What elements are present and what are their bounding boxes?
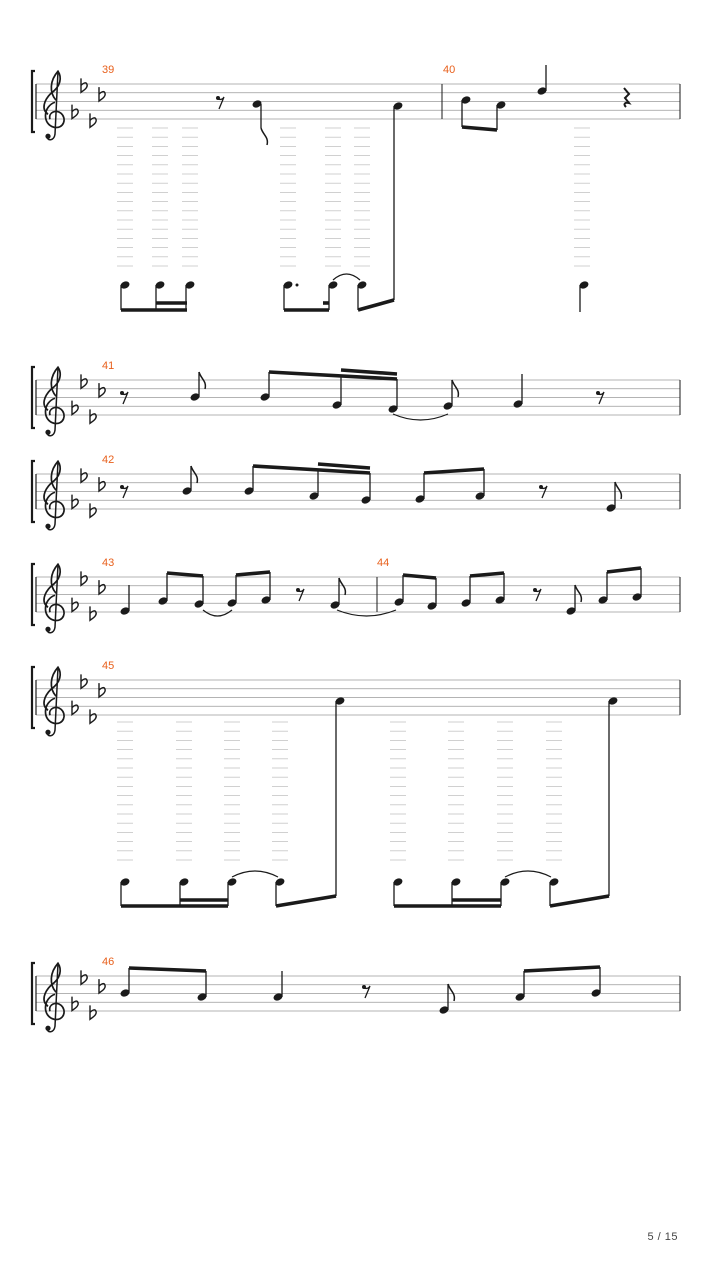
- flat-icon: [99, 383, 105, 397]
- flat-icon: [72, 701, 78, 715]
- beam: [424, 469, 484, 473]
- beam: [236, 572, 270, 575]
- flag: [191, 466, 197, 483]
- tie: [333, 274, 360, 280]
- measure-number: 45: [102, 660, 115, 672]
- eighth-rest-icon: [362, 985, 370, 998]
- flag: [615, 482, 621, 499]
- measure-number: 42: [102, 454, 115, 466]
- flat-icon: [72, 997, 78, 1011]
- flat-icon: [72, 105, 78, 119]
- flat-icon: [99, 87, 105, 101]
- measure-number: 39: [102, 64, 115, 76]
- music-notes: [119, 568, 642, 616]
- flat-icon: [99, 683, 105, 697]
- beam: [276, 896, 336, 906]
- measure-number: 43: [102, 557, 115, 569]
- system-bracket: [32, 71, 35, 132]
- flat-icon: [90, 1005, 96, 1019]
- page-indicator: 5 / 15: [647, 1231, 678, 1243]
- treble-clef-icon: [44, 367, 64, 436]
- flat-icon: [81, 571, 87, 585]
- tie: [232, 871, 278, 877]
- treble-clef-icon: [44, 564, 64, 633]
- measure-number: 40: [443, 64, 456, 76]
- measure-number: 44: [377, 557, 390, 569]
- tie: [203, 610, 232, 616]
- flat-icon: [90, 113, 96, 127]
- beam: [607, 568, 641, 572]
- music-notes: [119, 967, 601, 1015]
- system-bracket: [32, 461, 35, 522]
- treble-clef-icon: [44, 461, 64, 530]
- beam: [167, 573, 203, 576]
- flat-icon: [81, 970, 87, 984]
- flag: [575, 585, 581, 602]
- flat-icon: [90, 709, 96, 723]
- dot: [296, 284, 299, 287]
- flat-icon: [99, 477, 105, 491]
- eighth-rest-icon: [216, 96, 224, 109]
- beam: [470, 573, 504, 576]
- treble-clef-icon: [44, 667, 64, 736]
- beam: [462, 127, 497, 130]
- music-notes: [117, 65, 629, 312]
- tie: [505, 871, 551, 877]
- staff-system: [32, 64, 680, 140]
- staff-system: [32, 660, 680, 736]
- treble-clef-icon: [44, 963, 64, 1032]
- system-bracket: [32, 963, 35, 1024]
- beam: [341, 370, 397, 374]
- flat-icon: [90, 503, 96, 517]
- flat-icon: [72, 598, 78, 612]
- flat-icon: [99, 979, 105, 993]
- flat-icon: [90, 606, 96, 620]
- flat-icon: [81, 374, 87, 388]
- beam: [129, 968, 206, 971]
- flat-icon: [72, 495, 78, 509]
- beam: [318, 464, 370, 468]
- beam: [403, 575, 436, 578]
- system-bracket: [32, 564, 35, 625]
- flat-icon: [99, 580, 105, 594]
- music-notes: [120, 370, 604, 420]
- flag: [261, 128, 267, 145]
- treble-clef-icon: [44, 71, 64, 140]
- beam: [524, 967, 600, 971]
- measure-number: 41: [102, 360, 115, 372]
- measure-number: 46: [102, 956, 115, 968]
- flag: [448, 984, 454, 1001]
- beam: [358, 300, 394, 310]
- flat-icon: [72, 401, 78, 415]
- beam: [550, 896, 609, 906]
- flag: [199, 372, 205, 389]
- system-bracket: [32, 367, 35, 428]
- flat-icon: [81, 674, 87, 688]
- system-bracket: [32, 667, 35, 728]
- flat-icon: [81, 78, 87, 92]
- music-notes: [120, 464, 621, 513]
- flat-icon: [90, 409, 96, 423]
- tie: [337, 610, 396, 616]
- quarter-rest-icon: [624, 88, 629, 107]
- music-notes: [117, 696, 619, 906]
- flat-icon: [81, 468, 87, 482]
- flag: [339, 578, 345, 595]
